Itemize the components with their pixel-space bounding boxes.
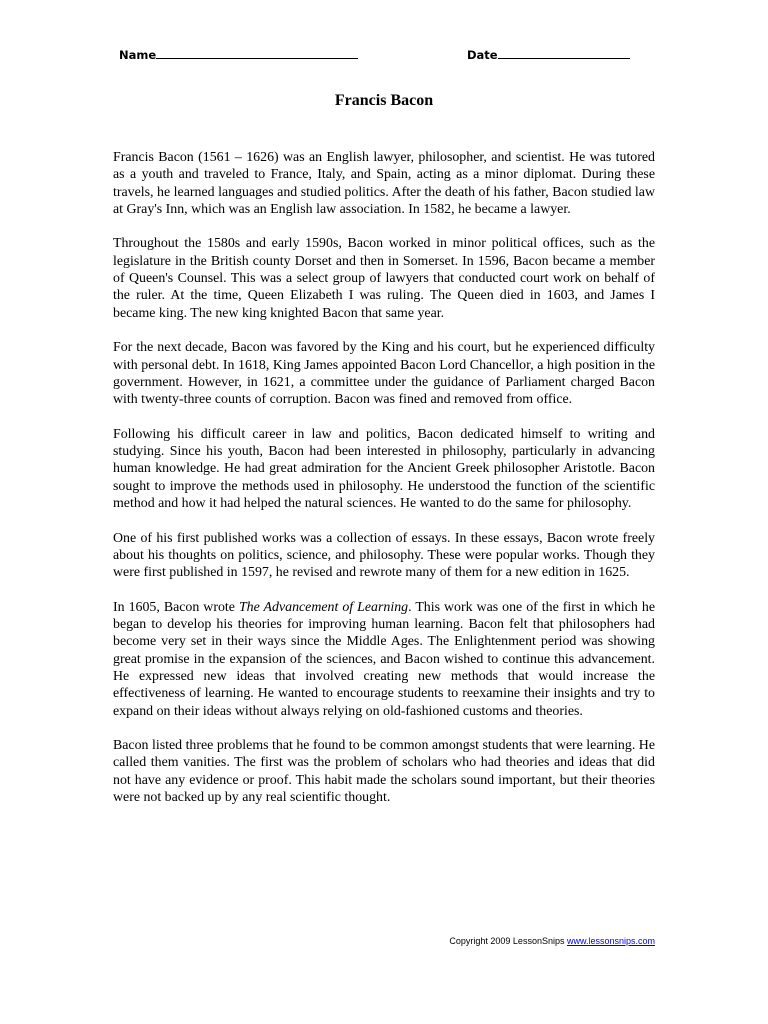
paragraph-1: Francis Bacon (1561 – 1626) was an English lawyer, philosopher, and scientist. He was tutored as a youth and traveled to France, Italy, and Spain, acting as a minor diplomat. During these travels, he learned languages and studied politics. After the death of his father, Bacon studied law at Gray's Inn, which was an English law association. In 1582, he became a lawyer. [113, 150, 655, 217]
book-title: The Advancement of Learning [238, 599, 409, 615]
paragraph-5: One of his first published works was a collection of essays. In these essays, Bacon wrote freely about his thoughts on politics, science, and philosophy. These were popular works. Though they were first published in 1597, he revised and rewrote many of them for a new edition in 1625. [113, 530, 655, 581]
copyright-footer [449, 936, 655, 946]
lessonsnips-link[interactable]: www.lessonsnips.com [566, 936, 655, 946]
date-blank-line [498, 49, 630, 59]
name-blank-line [156, 49, 358, 59]
name-field [119, 48, 358, 62]
paragraph-2: Throughout the 1580s and early 1590s, Bacon worked in minor political offices, such as the legislature in the British county Dorset and then in Somerset. In 1596, Bacon became a member of Queen's Counsel. This was a select group of lawyers that conducted court work on behalf of the ruler. At the time, Queen Elizabeth I was ruling. The Queen died in 1603, and James I became king. The new king knighted Bacon that same year. [113, 236, 655, 321]
paragraph-6-lead: In 1605, Bacon wrote [113, 599, 239, 615]
document-title: Francis Bacon [334, 92, 434, 109]
document-body [113, 149, 655, 806]
paragraph-6 [113, 599, 655, 720]
paragraph-7: Bacon listed three problems that he found to be common amongst students that were learning. He called them vanities. The first was the problem of scholars who had theories and ideas that did not have any evidence or proof. This habit made the scholars sound important, but their theories were not backed up by any real scientific thought. [113, 738, 655, 805]
paragraph-6-rest: . This work was one of the first in which he began to develop his theories for improving human learning. Bacon felt that philosophers had become very set in their ways since the Middle Ages. The Enlightenment period was showing great promise in the expansion of the sciences, and Bacon wished to continue this advancement. He expressed new ideas that involved creating new methods that would increase the effectiveness of learning. He wanted to encourage students to reexamine their insights and try to expand on their ideas without always relying on old-fashioned customs and theories. [113, 599, 655, 719]
copyright-text: Copyright 2009 LessonSnips [449, 936, 567, 946]
name-label: Name [119, 48, 157, 62]
paragraph-4: Following his difficult career in law and politics, Bacon dedicated himself to writing and studying. Since his youth, Bacon had been interested in philosophy, particularly in advancing human knowledge. He had great admiration for the Ancient Greek philosopher Aristotle. Bacon sought to improve the methods used in philosophy. He understood the function of the scientific method and how it had helped the natural sciences. He wanted to do the same for philosophy. [113, 426, 655, 511]
worksheet-header [0, 48, 768, 66]
date-label: Date [467, 48, 498, 62]
date-field [467, 48, 630, 62]
paragraph-3: For the next decade, Bacon was favored by the King and his court, but he experienced difficulty with personal debt. In 1618, King James appointed Bacon Lord Chancellor, a high position in the government. However, in 1621, a committee under the guidance of Parliament charged Bacon with twenty-three counts of corruption. Bacon was fined and removed from office. [113, 340, 655, 408]
